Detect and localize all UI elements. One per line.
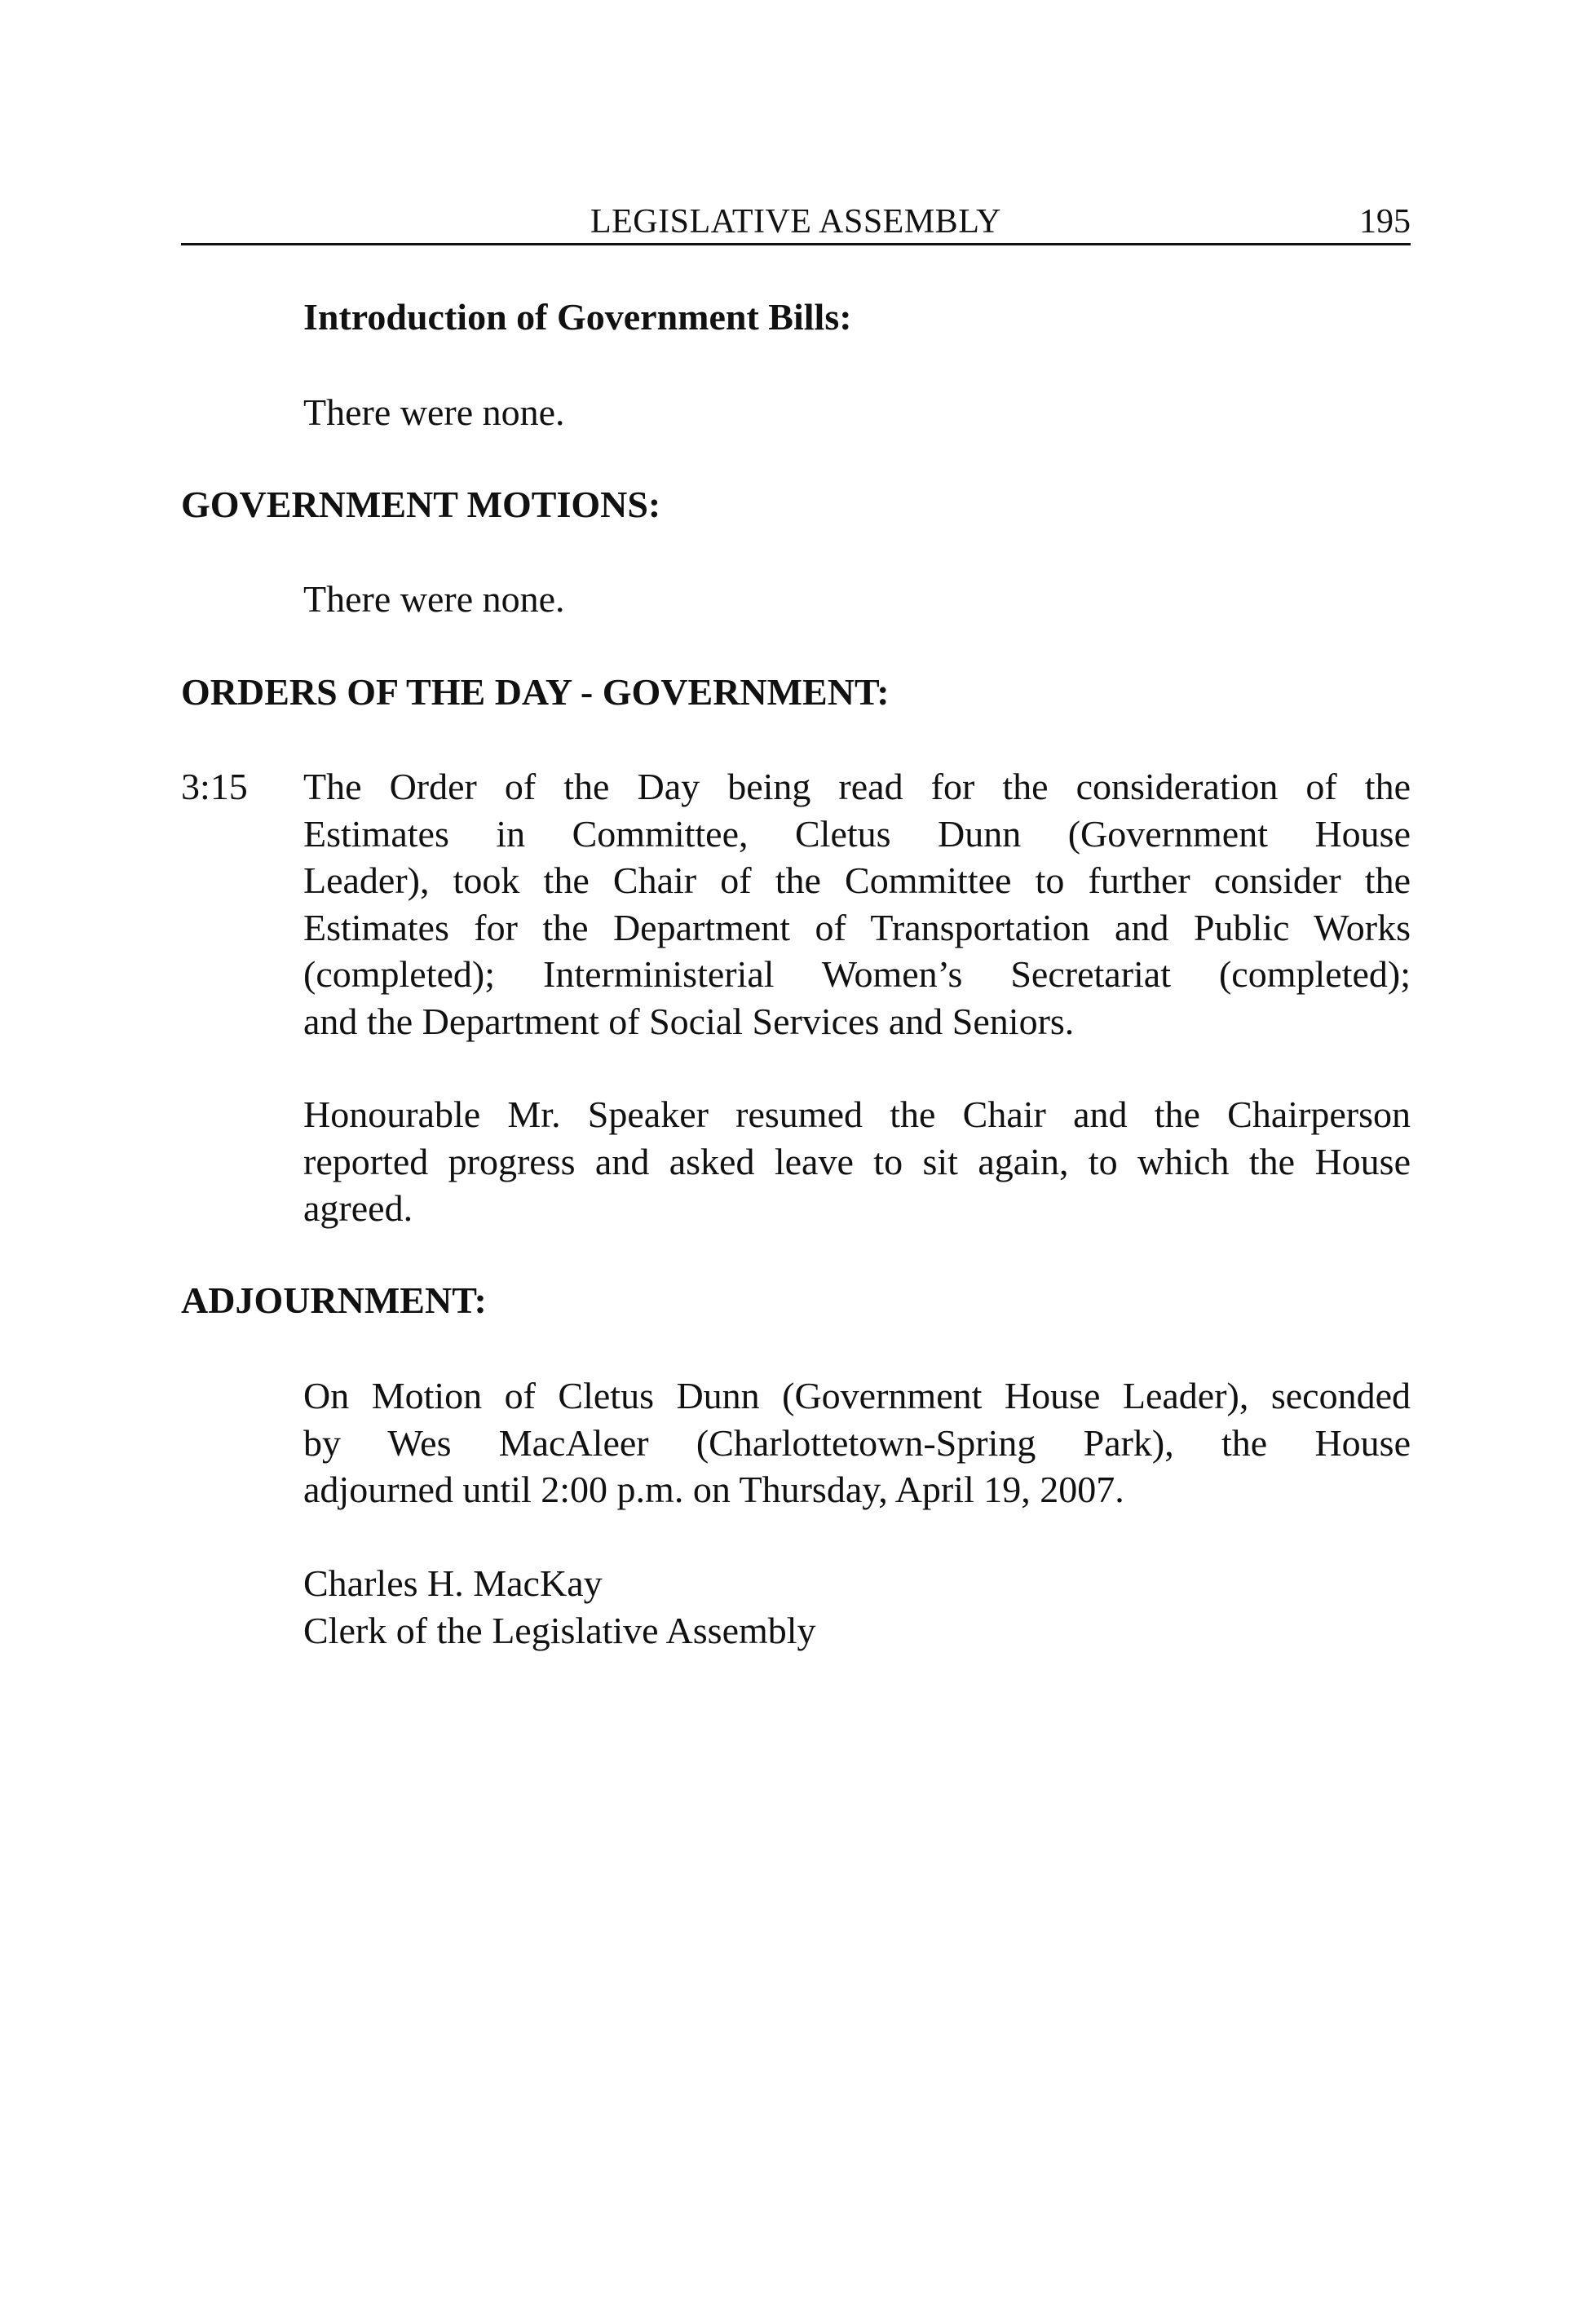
orders-time: 3:15 [181,766,248,807]
signature-title: Clerk of the Legislative Assembly [303,1609,816,1651]
orders-of-the-day-heading: ORDERS OF THE DAY - GOVERNMENT: [181,671,890,713]
paragraph-line: On Motion of Cletus Dunn (Government House Leader), seconded [303,1375,1411,1416]
paragraph-line: Leader), took the Chair of the Committee to further consider the [303,859,1411,901]
government-motions-text: There were none. [303,578,565,620]
paragraph-line: reported progress and asked leave to sit again, to which the House [303,1140,1411,1182]
paragraph-line: and the Department of Social Services and Seniors. [303,1000,1075,1042]
intro-bills-heading: Introduction of Government Bills: [303,296,852,338]
paragraph-line: adjourned until 2:00 p.m. on Thursday, April 19, 2007. [303,1469,1124,1510]
adjournment-paragraph [303,1372,1411,1513]
paragraph-line: by Wes MacAleer (Charlottetown-Spring Park), the House [303,1421,1411,1464]
paragraph-line: Honourable Mr. Speaker resumed the Chair and the Chairperson [303,1094,1411,1135]
running-title: LEGISLATIVE ASSEMBLY [590,203,1001,241]
government-motions-heading: GOVERNMENT MOTIONS: [181,484,661,525]
signature-block [303,1560,816,1654]
paragraph-line: Estimates for the Department of Transportation and Public Works [303,906,1411,948]
paragraph-line: The Order of the Day being read for the consideration of the [303,766,1411,807]
orders-paragraph-1 [303,763,1411,1045]
adjournment-heading: ADJOURNMENT: [181,1279,487,1321]
paragraph-line: (completed); Interministerial Women’s Secretariat (completed); [303,953,1411,995]
page-header [181,201,1411,245]
page-number: 195 [1359,203,1411,241]
intro-bills-text: There were none. [303,391,565,433]
signature-name: Charles H. MacKay [303,1562,603,1604]
orders-paragraph-2 [303,1091,1411,1232]
paragraph-line: agreed. [303,1187,413,1229]
paragraph-line: Estimates in Committee, Cletus Dunn (Government House [303,812,1411,855]
